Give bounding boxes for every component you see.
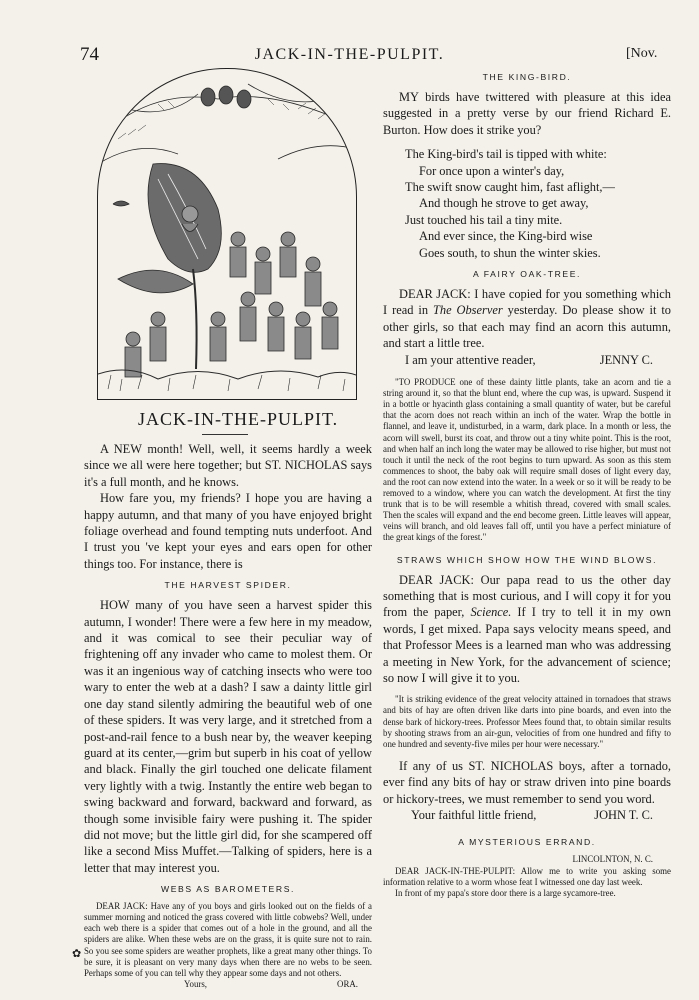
king-bird-section xyxy=(383,89,671,138)
mysterious-errand-letter: LINCOLNTON, N. C. DEAR JACK-IN-THE-PULPIT: Allow me to write you asking some information relative to a worm whose feat I witnessed one day last week. In front of my papa's store door there is a large sycamore-tree. xyxy=(383,854,672,898)
webs-barometers-letter: DEAR JACK: Have any of you boys and girls looked out on the fields of a summer morning and noticed the grass covered with little cobwebs? Well, under each web there is a spider that comes out of a hole in the ground, and all the spiders are alike. When these webs are on the grass, it is quite sure not to rain. So you see some spiders are weather prophets, like a great many other things. To be sure, it is pleasant on very many days when there are no webs to be seen. Perhaps some of you can tell why they appear some days and not others. Yours, ORA. xyxy=(84,901,372,989)
king-bird-intro: MY birds have twittered with pleasure at this idea suggested in a pretty verse by our friend Richard E. Burton. How does it strike you? xyxy=(383,90,671,137)
illustration-engraving xyxy=(98,69,356,399)
right-column xyxy=(383,72,671,899)
jack-in-the-pulpit-illustration xyxy=(97,68,357,400)
webs-barometers-heading: WEBS AS BAROMETERS. xyxy=(160,884,296,895)
fairy-oak-letter: DEAR JACK: I have copied for you something which I read in The Observer yesterday. Do please show it to other girls, so that each may find an acorn this autumn, and start a little tree. I am your attentive reader, JENNY C. xyxy=(383,287,671,367)
title-rule xyxy=(202,434,248,435)
illustration-title: JACK-IN-THE-PULPIT. xyxy=(138,409,339,429)
poem-line: And ever since, the King-bird wise xyxy=(419,229,593,244)
fairy-oak-quote: "TO PRODUCE one of these dainty little plants, take an acorn and tie a string around it, so that the blunt end, where the cup was, is upward. Suspend it in a bottle or hyacinth glass containing a small quantity of water, but be careful that the acorn does not reach within an inch of the water. Wrap the bottle in flannel, and leave it, undisturbed, in a warm, dark place. In a month or less, the acorn will swell, burst its coat, and throw out a tiny white point. This is the root, and when half an inch long the water may be allowed to rise higher, but must not touch it until the neck of the root begins to turn upward. As soon as this stem commences to shoot, the baby oak will require small doses of light every day, and the root can now extend into the water. In a week or so it will be ready to be removed to a window, where you can watch the development. At first the tiny trunk that is to be will resemble a whitish thread, covered with small scales. Then the scales will expand and the end become green. Little leaves will appear, veins will branch, and old leaves fall off, until you have a perfect miniature of the great kings of the forest." xyxy=(383,377,671,543)
straws-heading: STRAWS WHICH SHOW HOW THE WIND BLOWS. xyxy=(396,554,658,565)
king-bird-poem xyxy=(383,146,671,261)
straws-quote: "It is striking evidence of the great velocity attained in tornadoes that straws and bits of hay are often driven like darts into pine boards, and even into the dense bark of hickory-trees. Professor Mees found that, to obtain similar results by shooting straws from an air-gun, velocities of from one hundred and fifty to one hundred and seventy-five miles per hour were necessary." xyxy=(383,694,671,749)
fairy-oak-heading: A FAIRY OAK-TREE. xyxy=(472,269,582,280)
poem-line: The swift snow caught him, fast aflight,— xyxy=(405,180,615,195)
harvest-spider-heading: THE HARVEST SPIDER. xyxy=(164,580,292,591)
straws-letter: DEAR JACK: Our papa read to us the other day something that is most curious, and I will copy it for you from the paper, Science. If I try to tell it in my own words, I get mixed. Papa says velocity means speed, and that Professor Mees is a learned man who was addressing a meeting in New York, for the advancement of science; so now I will give it to you. xyxy=(383,572,671,685)
errand-place: LINCOLNTON, N. C. xyxy=(572,854,653,865)
poem-line: And though he strove to get away, xyxy=(419,196,589,211)
intro-paragraph-1: A NEW month! Well, well, it seems hardly a week since we all were here together; but ST. NICHOLAS says it's a full month, and he knows. xyxy=(84,442,372,489)
issue-month: [Nov. xyxy=(626,46,658,61)
straws-signature: Your faithful little friend, JOHN T. C. xyxy=(411,808,653,823)
harvest-spider-section xyxy=(84,597,372,876)
poem-line: For once upon a winter's day, xyxy=(419,163,565,178)
page-header xyxy=(0,44,699,66)
webs-signature: Yours, ORA. xyxy=(184,978,358,989)
king-bird-heading: THE KING-BIRD. xyxy=(482,72,572,82)
poem-line: Goes south, to shun the winter skies. xyxy=(419,245,601,260)
poem-line: Just touched his tail a tiny mite. xyxy=(405,212,563,227)
oak-signature: I am your attentive reader, JENNY C. xyxy=(405,352,653,367)
printer-mark-icon: ✿ xyxy=(72,948,82,960)
mysterious-errand-heading: A MYSTERIOUS ERRAND. xyxy=(458,837,596,848)
left-column xyxy=(84,72,372,990)
poem-line: The King-bird's tail is tipped with white: xyxy=(405,147,607,162)
intro-paragraph-2: How fare you, my friends? I hope you are having a happy autumn, and that many of you have enjoyed bright foliage overhead and found tempting nuts underfoot. And I trust you 've kept your eyes and ears open for other things too. For instance, there is xyxy=(84,491,372,571)
intro-section xyxy=(84,441,372,572)
running-title: JACK-IN-THE-PULPIT. xyxy=(254,46,445,63)
straws-closing: If any of us ST. NICHOLAS boys, after a tornado, ever find any bits of hay or straw driven into pine boards or hickory-trees, we must remember to send you word. Your faithful little friend, JOHN T. C. xyxy=(383,758,671,823)
page-number: 74 xyxy=(80,44,99,65)
harvest-spider-paragraph: HOW many of you have seen a harvest spider this autumn, I wonder! There were a few here in my meadow, and it was comical to see their peculiar way of frightening off any invader who came to molest them. Or was it an ingenious way of catching insects who were too wary to enter the web at a dash? I saw a dainty little girl one day stand silently admiring the beautiful web of one of these spiders. It was very large, and it stretched from a post-and-rail fence to a bush near by, the weaver keeping guard at its center,—grim but superb in his coat of yellow and black. Finally the girl touched one delicate filament very lightly with a twig. Instantly the entire web began to swing backward and forward, backward and forward, as though some invisible fairy were pushing it. The spider did not move; but the little girl did, for she scampered off like a second Miss Muffet.—Talking of spiders, here is a letter that may interest you. xyxy=(84,598,372,875)
